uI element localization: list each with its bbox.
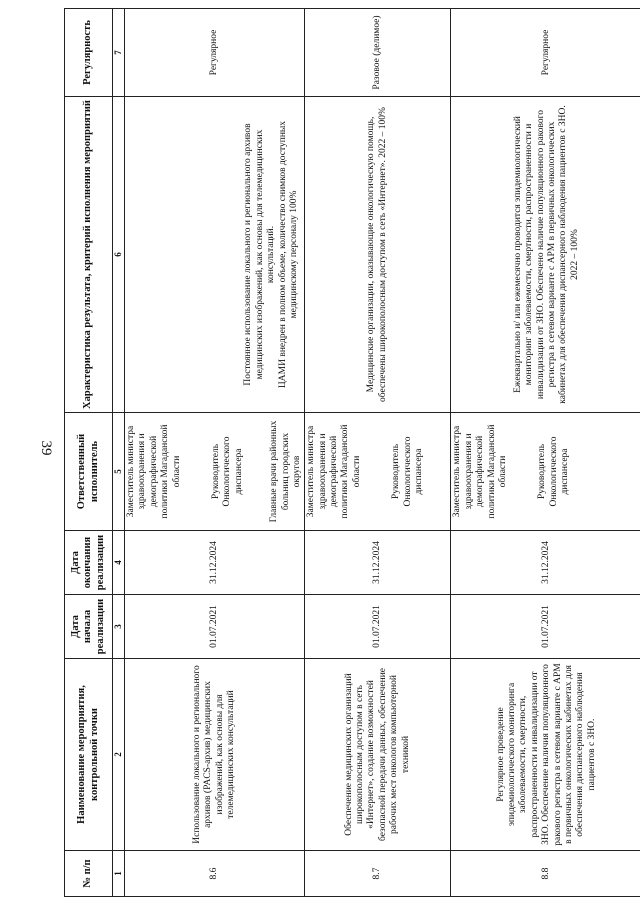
table-row [305,9,451,897]
regularity: Регулярное [125,9,305,97]
column-number: 2 [113,659,125,851]
table-row [451,9,640,897]
regularity: Разовое (делимое) [305,9,451,97]
column-number-row [113,9,125,897]
row-number: 8.8 [451,851,640,897]
rotated-page-content [62,0,598,905]
criteria-line: Ежеквартально и/ или ежемесячно проводится эпидемиологический мониторинг заболеваемости, смертности, распространенности и инвалидизации от ЗНО. Обеспечено наличие популяционного ракового регистра в сетевом варианте с АРМ в первичных онкологических кабинетах для обеспечения диспансерного наблюдения пациентов с ЗНО. 2022 – 100% [512,105,580,404]
criteria-line: ЦАМИ внедрен в полном объеме, количество снимков доступных медицинскому персоналу 100% [277,120,299,389]
header-cell: Регулярность [65,9,113,97]
result-criteria [125,97,305,413]
header-cell: Характеристика результата, критерий исполнения мероприятий [65,97,113,413]
column-number: 5 [113,413,125,531]
criteria-line: Постоянное использование локального и регионального архивов медицинских изображений, как основы для телемедицинских консультаций. [243,123,277,386]
start-date: 01.07.2021 [125,595,305,659]
start-date: 01.07.2021 [305,595,451,659]
activity-name: Регулярное проведение эпидемиологического мониторинга заболеваемости, смертности, распространенности и инвалидизации от ЗНО. Обеспечение наличия популяционного ракового регистра в сетевом варианте с АРМ в первичных онкологических кабинетах для обеспечения диспансерного наблюдения пациентов с ЗНО. [451,659,640,851]
row-number: 8.6 [125,851,305,897]
responsible-oncology-head: Руководитель Онкологического диспансера [210,436,244,507]
responsible-cell [125,413,305,531]
regularity: Регулярное [451,9,640,97]
header-cell: Ответственный исполнитель [65,413,113,531]
result-criteria [305,97,451,413]
header-cell: № п/п [65,851,113,897]
table-header-row [65,9,113,897]
column-number: 1 [113,851,125,897]
end-date: 31.12.2024 [305,531,451,595]
column-number: 3 [113,595,125,659]
activity-name: Использование локального и регионального архивов (PACS-архив) медицинских изображений, как основы для телемедицинских консультаций [125,659,305,851]
criteria-line: Медицинские организации, оказывающие онкологическую помощь, обеспечены широкополосным доступом в сеть «Интернет». 2022 – 100% [366,107,388,402]
end-date: 31.12.2024 [451,531,640,595]
activity-name: Обеспечение медицинских организаций широкополосным доступом в сеть «Интернет», создание возможностей безопасной передачи данных, обеспечение рабочих мест онкологов компьютерной техникой [305,659,451,851]
table-row [125,9,305,897]
header-cell: Дата окончания реализации [65,531,113,595]
column-number: 7 [113,9,125,97]
responsible-chief-doctors: Главные врачи районных больниц городских округов [269,420,302,523]
responsible-oncology-head: Руководитель Онкологического диспансера [537,436,571,507]
column-number: 6 [113,97,125,413]
result-criteria [451,97,640,413]
responsible-oncology-head: Руководитель Онкологического диспансера [391,436,425,507]
header-cell: Наименование мероприятия, контрольной точки [65,659,113,851]
header-cell: Дата начала реализации [65,595,113,659]
page-number: 39 [38,440,54,456]
column-number: 4 [113,531,125,595]
end-date: 31.12.2024 [125,531,305,595]
responsible-cell [305,413,451,531]
responsible-cell [451,413,640,531]
responsible-deputy-minister: Заместитель министра здравоохранения и демографической политики Магаданской области [126,424,182,519]
activities-table [64,8,640,897]
start-date: 01.07.2021 [451,595,640,659]
responsible-deputy-minister: Заместитель министра здравоохранения и демографической политики Магаданской области [452,424,508,519]
row-number: 8.7 [305,851,451,897]
responsible-deputy-minister: Заместитель министра здравоохранения и демографической политики Магаданской области [306,424,362,519]
